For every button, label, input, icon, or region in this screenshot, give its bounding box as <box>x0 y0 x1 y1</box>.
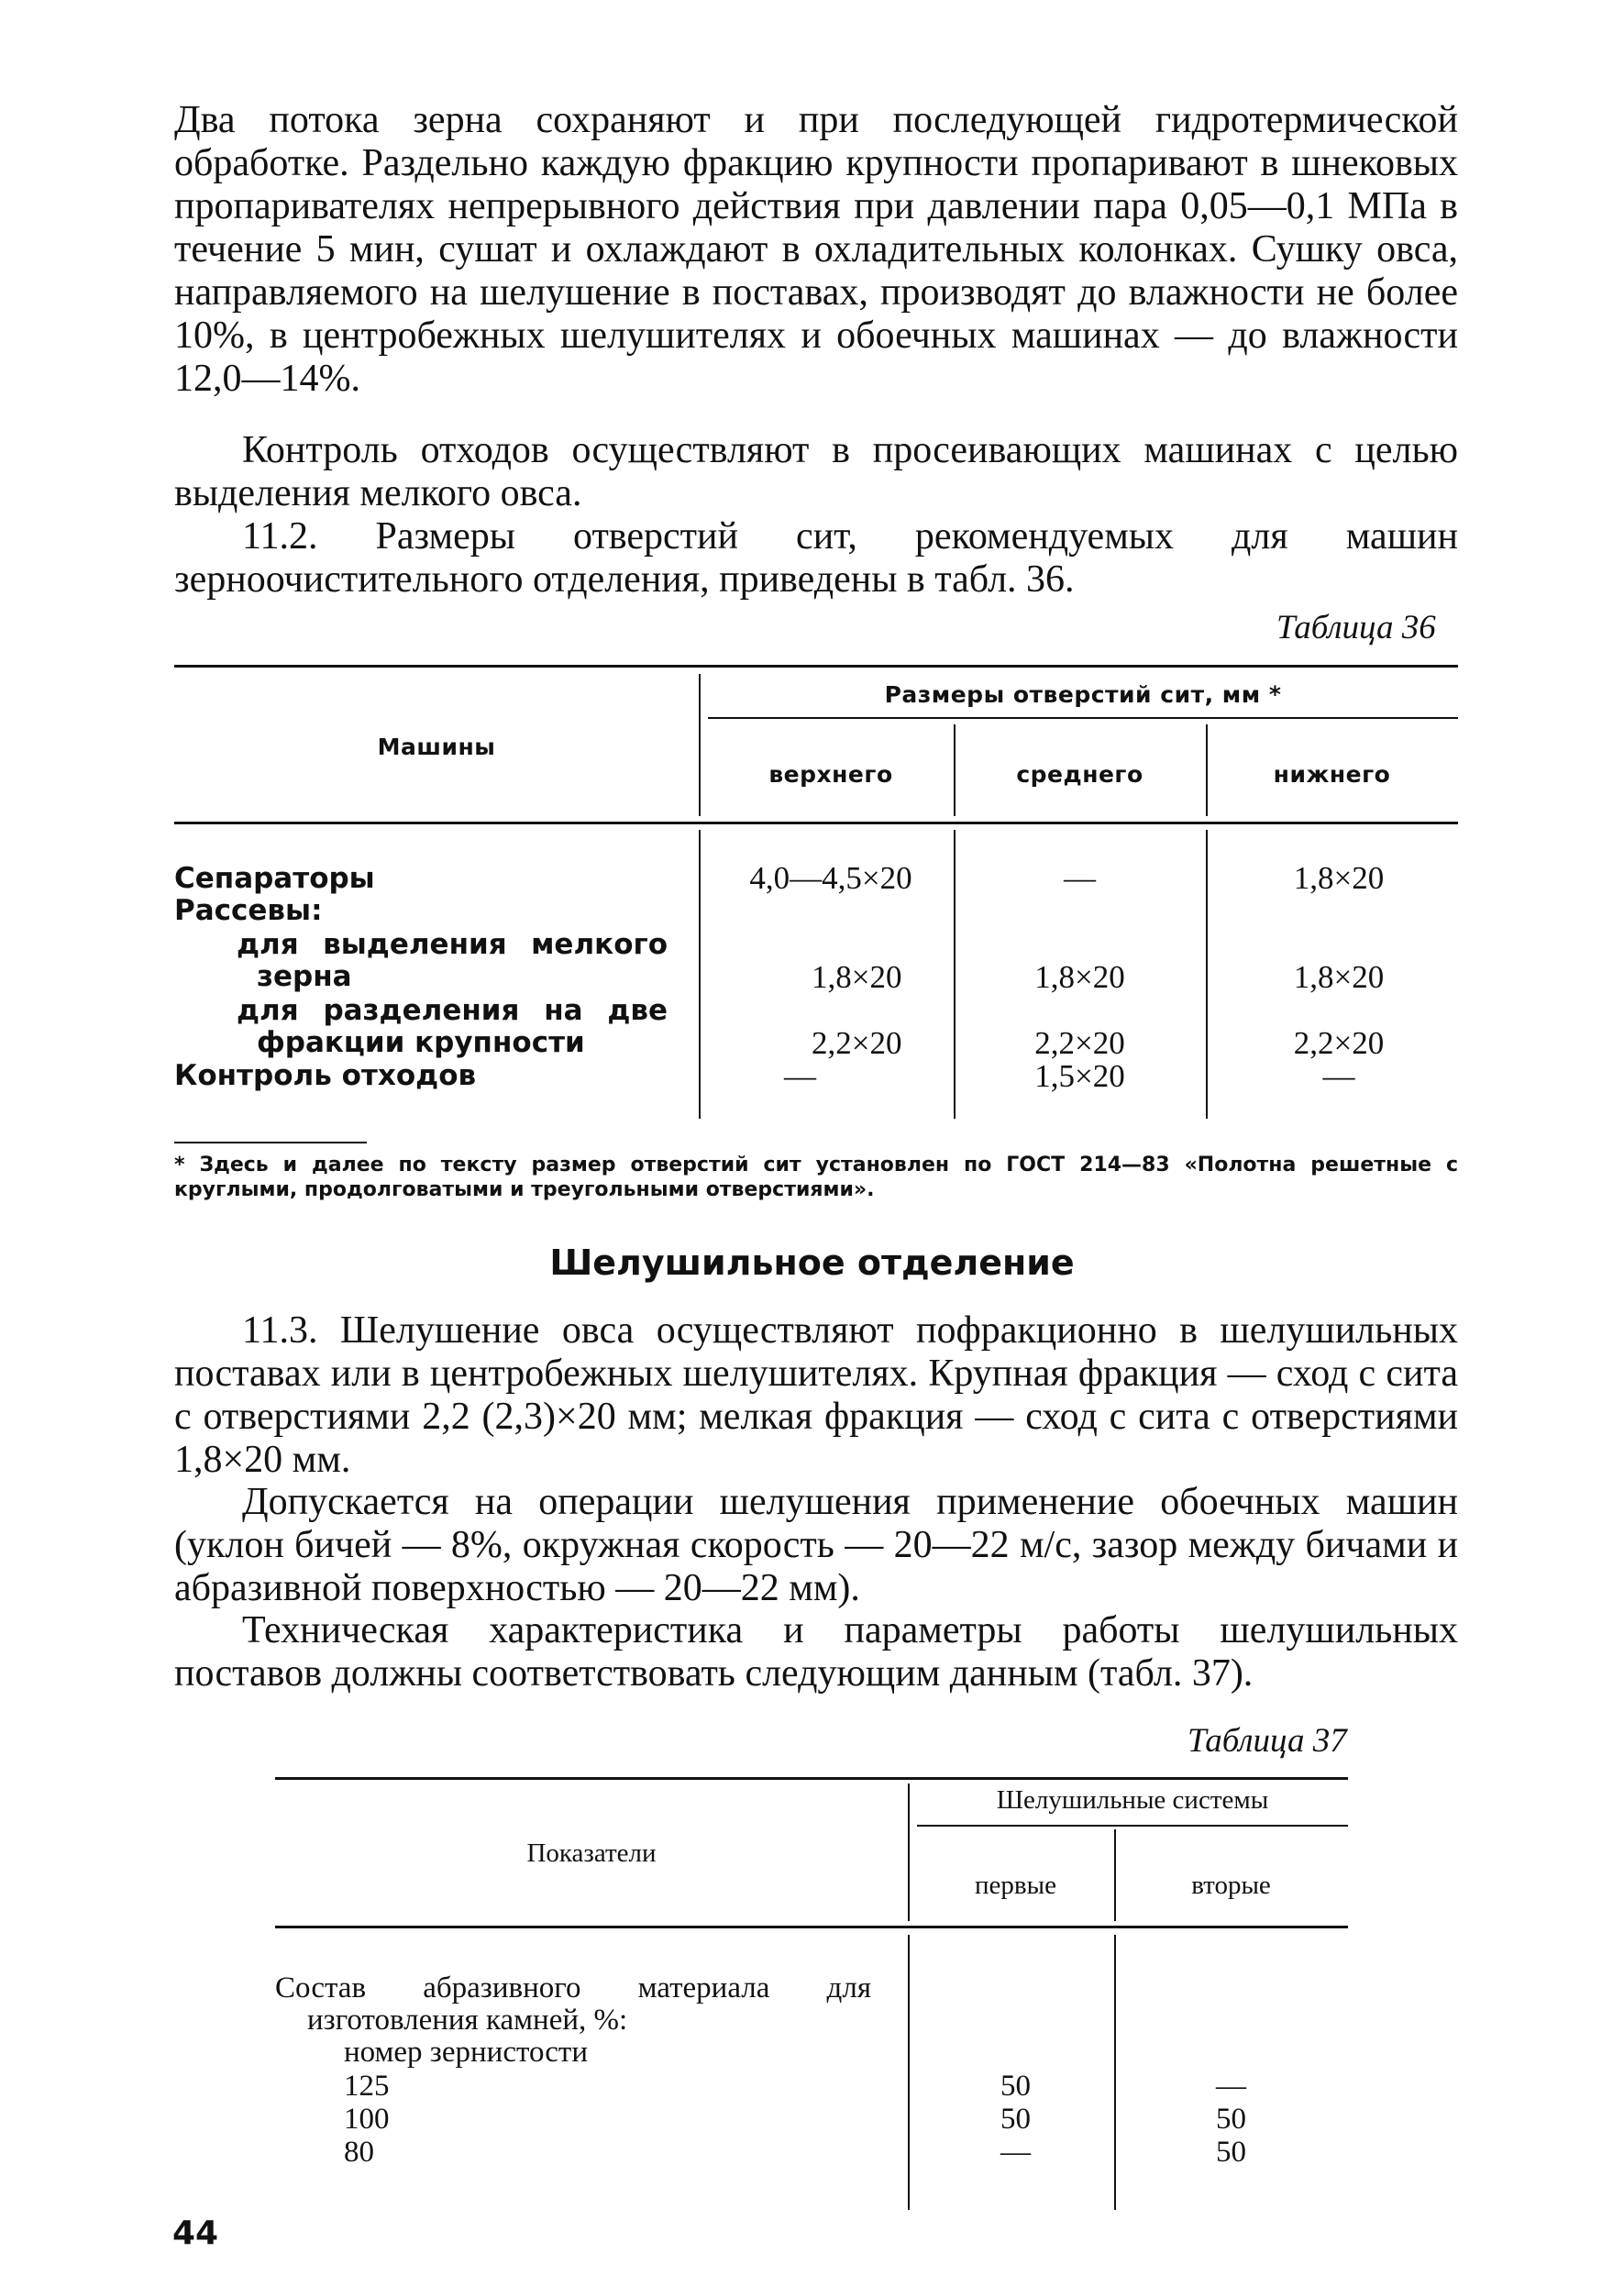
table36-cell: 1,8×20 <box>1034 959 1125 995</box>
table36-caption: Таблица 36 <box>1276 609 1436 646</box>
table36-row-sifters: Рассевы: <box>174 894 323 927</box>
table36-vline-body-1 <box>699 830 701 1119</box>
table37-cell: 50 <box>1000 2070 1031 2103</box>
table36-col-group: Размеры отверстий сит, мм * <box>884 681 1282 708</box>
table37-row-abrasive: Состав абразивного материала для <box>275 1971 871 2004</box>
table37-col-group: Шелушильные системы <box>996 1785 1269 1815</box>
table37-vline-body-1 <box>908 1935 910 2210</box>
table37-top-rule <box>275 1777 1348 1780</box>
table36-cell: 2,2×20 <box>812 1025 902 1061</box>
table36-row-separators: Сепараторы <box>174 862 375 895</box>
table36-row-two-fractions-cont: фракции крупности <box>257 1026 585 1059</box>
page-number: 44 <box>172 2214 219 2252</box>
table36-row-fine-grain-cont: зерна <box>257 960 352 993</box>
table37-row-abrasive-cont: изготовления камней, %: <box>307 2004 628 2037</box>
table37-cell: — <box>1000 2136 1031 2169</box>
section-heading: Шелушильное отделение <box>549 1242 1075 1283</box>
table36-footnote: * Здесь и далее по тексту размер отверстий сит установлен по ГОСТ 214—83 «Полотна решетные с круглыми, продолговатыми и треугольными отверстиями». <box>174 1154 1458 1201</box>
table37-grit-125: 125 <box>344 2070 390 2103</box>
paragraph-11-2: 11.2. Размеры отверстий сит, рекомендуемых для машин зерноочистительного отделения, приведены в табл. 36. <box>174 515 1458 601</box>
table36-vline-body-3 <box>1206 830 1208 1119</box>
table37-cell: 50 <box>1216 2103 1246 2136</box>
table37-col-second: вторые <box>1191 1871 1271 1900</box>
table36-group-rule <box>708 717 1458 719</box>
table37-caption: Таблица 37 <box>1188 1722 1347 1760</box>
table36-cell: 1,8×20 <box>812 959 902 995</box>
table36-cell: 2,2×20 <box>1293 1025 1385 1061</box>
paragraph-wheat-machines: Допускается на операции шелушения применение обоечных машин (уклон бичей — 8%, окружная скорость — 20—22 м/с, зазор между бичами и абразивной поверхностью — 20—22 мм). <box>174 1481 1458 1609</box>
paragraph-hydrothermal: Два потока зерна сохраняют и при последующей гидротермической обработке. Раздельно каждую фракцию крупности пропаривают в шнековых пропаривателях непрерывного действия при давлении пара 0,05—0,1 МПа в течение 5 мин, сушат и охлаждают в охладительных колонках. Сушку овса, направляемого на шелушение в поставах, производят до влажности не более 10%, в центробежных шелушителях и обоечных машинах — до влажности 12,0—14%. <box>174 99 1458 400</box>
table37-cell: 50 <box>1000 2103 1031 2136</box>
table37-vline-header-1 <box>908 1784 910 1921</box>
table36-col-lower: нижнего <box>1273 761 1391 788</box>
table36-cell: — <box>1322 1058 1355 1094</box>
table37-header-rule <box>275 1926 1348 1928</box>
table36-cell: 1,8×20 <box>1293 860 1385 896</box>
table36-cell: 1,8×20 <box>1293 959 1385 995</box>
table37-cell: 50 <box>1216 2136 1246 2169</box>
table36-header-rule <box>174 822 1458 824</box>
table36-col-machines: Машины <box>377 734 496 760</box>
paragraph-waste-control: Контроль отходов осуществляют в просеивающих машинах с целью выделения мелкого овса. <box>174 429 1458 514</box>
table37-cell: — <box>1216 2070 1246 2103</box>
table37-group-rule <box>917 1825 1348 1827</box>
paragraph-tech-specs: Техническая характеристика и параметры работы шелушильных поставов должны соответствовать следующим данным (табл. 37). <box>174 1609 1458 1695</box>
table36-row-two-fractions: для разделения на две <box>237 994 668 1027</box>
table36-col-middle: среднего <box>1016 761 1143 788</box>
table36-cell: 4,0—4,5×20 <box>749 860 912 896</box>
table36-cell: — <box>1064 860 1096 896</box>
table37-col-indicators: Показатели <box>526 1839 657 1868</box>
table37-grit-100: 100 <box>344 2103 390 2136</box>
table36-vline-header-1 <box>699 674 701 816</box>
table36-cell: 1,5×20 <box>1034 1058 1125 1094</box>
table36-cell: 2,2×20 <box>1034 1025 1125 1061</box>
footnote-rule <box>174 1142 367 1143</box>
table37-grit-80: 80 <box>344 2136 374 2169</box>
table36-row-waste-control: Контроль отходов <box>174 1059 477 1092</box>
table36-col-upper: верхнего <box>768 761 893 788</box>
table36-top-rule <box>174 665 1458 668</box>
paragraph-11-3: 11.3. Шелушение овса осуществляют пофракционно в шелушильных поставах или в центробежных шелушителях. Крупная фракция — сход с сита с отверстиями 2,2 (2,3)×20 мм; мелкая фракция — сход с сита с отверстиями 1,8×20 мм. <box>174 1309 1458 1481</box>
table37-col-first: первые <box>975 1871 1056 1900</box>
table36-cell: — <box>784 1058 816 1094</box>
table37-row-grit-number: номер зернистости <box>344 2036 588 2069</box>
table36-row-fine-grain: для выделения мелкого <box>237 928 668 961</box>
